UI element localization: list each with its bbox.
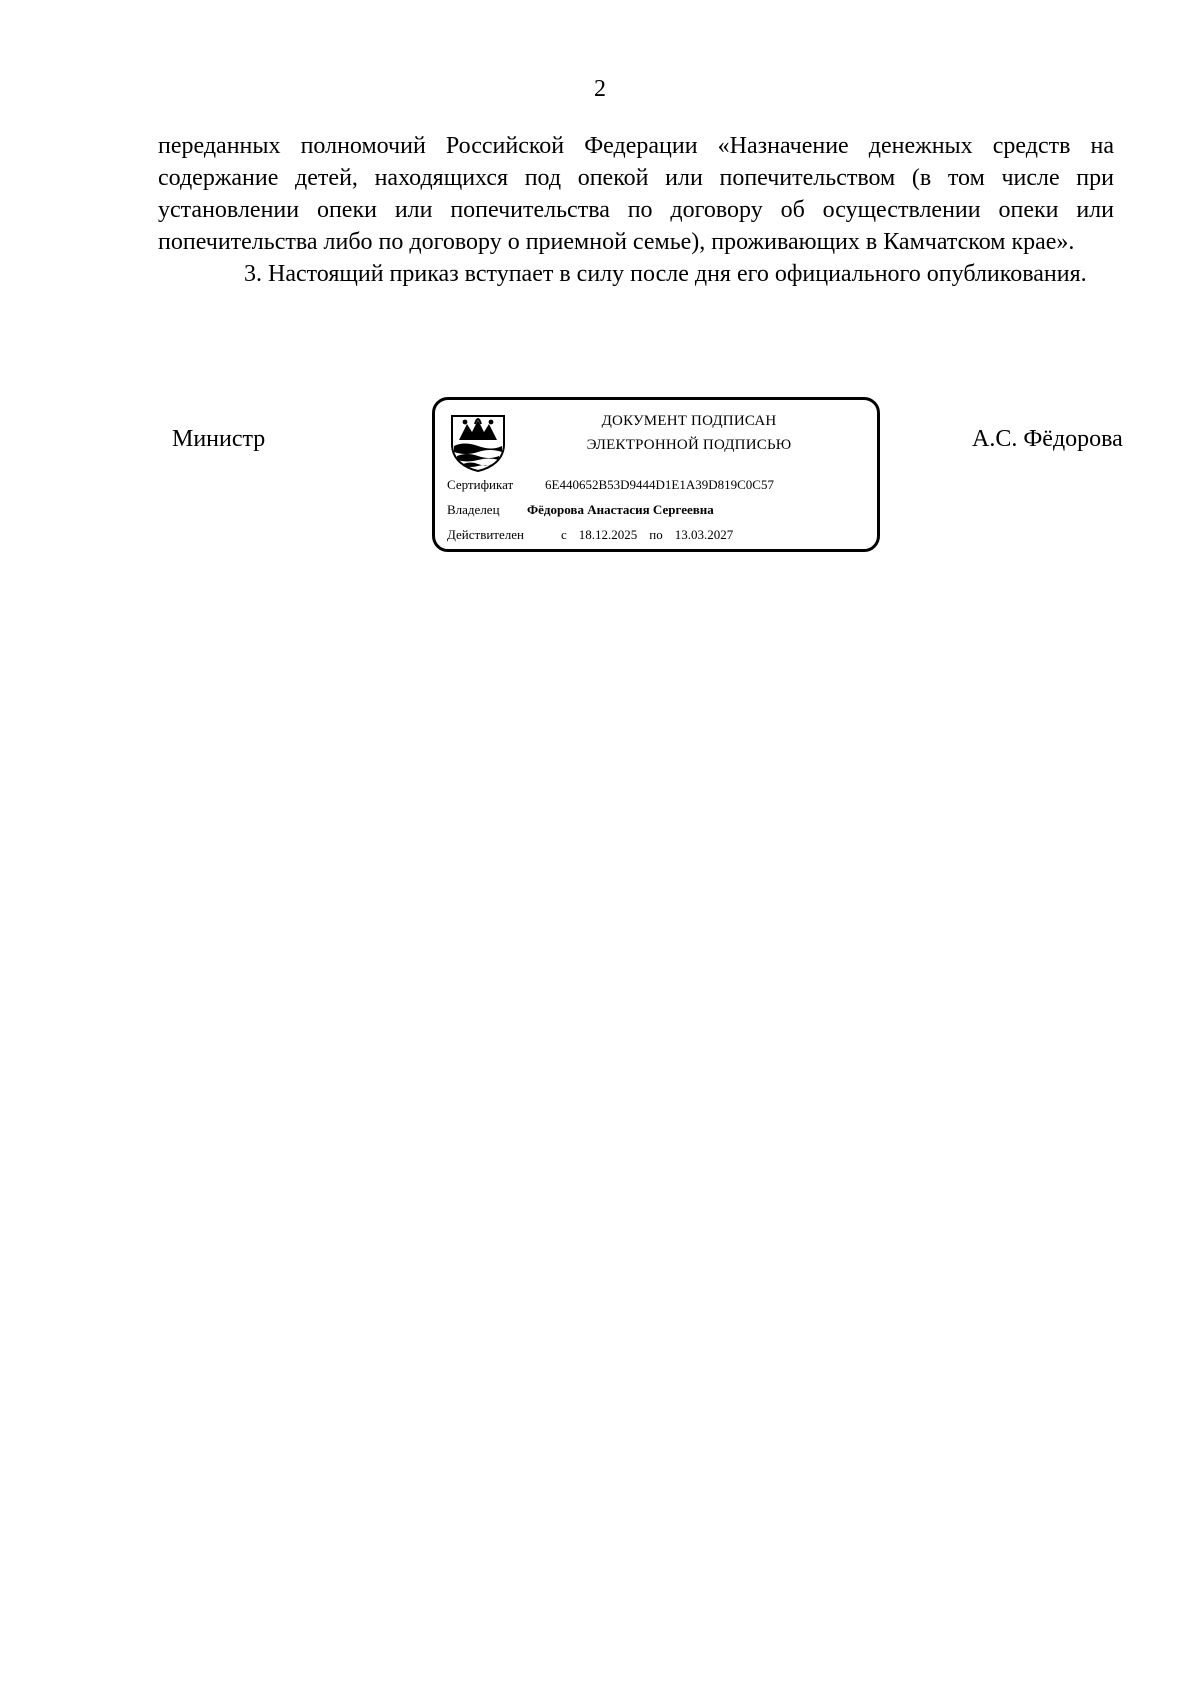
certificate-row <box>447 476 774 494</box>
certificate-label: Сертификат <box>447 477 514 492</box>
valid-from-prefix: с <box>561 527 567 542</box>
owner-row <box>447 501 714 519</box>
validity-row <box>447 526 733 544</box>
electronic-signature-stamp <box>432 397 880 552</box>
valid-from-date: 18.12.2025 <box>578 527 638 542</box>
signer-name: А.С. Фёдорова <box>972 426 1123 452</box>
validity-label: Действителен <box>447 527 524 542</box>
stamp-heading <box>515 409 863 457</box>
page-number: 2 <box>594 76 606 102</box>
paragraph-continuation: переданных полномочий Российской Федерации «Назначение денежных средств на содержание детей, находящихся под опекой или попечительством (в том числе при установлении опеки или попечительства по договору об осуществлении опеки или попечительства либо по договору о приемной семье), проживающих в Камчатском крае». <box>158 133 1114 255</box>
stamp-heading-line-1: ДОКУМЕНТ ПОДПИСАН <box>601 413 777 429</box>
valid-to-date: 13.03.2027 <box>674 527 734 542</box>
certificate-number: 6E440652B53D9444D1E1A39D819C0C57 <box>545 477 774 492</box>
signature-block <box>0 0 1200 600</box>
owner-label: Владелец <box>447 502 500 517</box>
paragraph-effective-date: 3. Настоящий приказ вступает в силу после дня его официального опубликования. <box>244 261 1087 287</box>
owner-name: Фёдорова Анастасия Сергеевна <box>527 502 714 517</box>
valid-to-prefix: по <box>649 527 663 542</box>
signer-position: Министр <box>172 426 266 452</box>
kamchatka-coat-of-arms-icon <box>449 410 507 472</box>
stamp-heading-line-2: ЭЛЕКТРОННОЙ ПОДПИСЬЮ <box>586 437 792 453</box>
